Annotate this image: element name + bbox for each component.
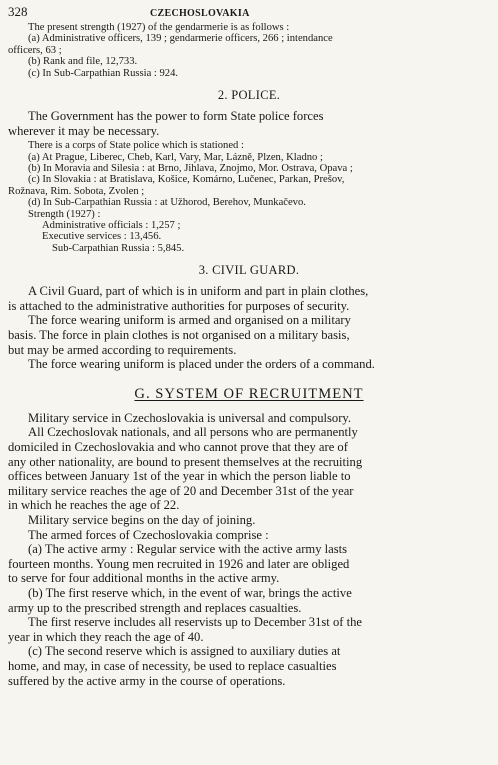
recruitment-line: The first reserve includes all reservists up to December 31st of the — [28, 615, 362, 630]
recruitment-section — [8, 385, 490, 688]
police-paragraph-line: The Government has the power to form State police forces — [28, 109, 324, 124]
gendarmerie-intro: The present strength (1927) of the gendarmerie is as follows : — [28, 22, 290, 33]
recruitment-line: offices between January 1st of the year in which the person liable to — [8, 469, 351, 484]
police-strength-exec: Executive services : 13,456. — [42, 231, 162, 243]
police-station-b: (b) In Moravia and Silesia : at Brno, Jihlava, Znojmo, Mor. Ostrava, Opava ; — [28, 163, 353, 175]
recruitment-line: to serve for four additional months in the active army. — [8, 571, 280, 586]
recruitment-line: home, and may, in case of necessity, be used to replace casualties — [8, 658, 337, 673]
page-header — [8, 4, 490, 22]
recruitment-line: (b) The first reserve which, in the event of war, brings the active — [28, 585, 352, 600]
civil-guard-line: is attached to the administrative authorities for purposes of security. — [8, 298, 350, 313]
gendarmerie-item-a-cont: officers, 63 ; — [8, 44, 62, 56]
police-station-d: (d) In Sub-Carpathian Russia : at Užhorod, Berehov, Munkačevo. — [28, 197, 306, 209]
gendarmerie-item-b: (b) Rank and file, 12,733. — [28, 56, 138, 68]
recruitment-line: All Czechoslovak nationals, and all persons who are permanently — [28, 425, 358, 440]
recruitment-line: fourteen months. Young men recruited in 1926 and later are obliged — [8, 556, 350, 571]
police-section — [8, 88, 490, 254]
recruitment-heading — [8, 385, 490, 403]
recruitment-line: in which he reaches the age of 22. — [8, 498, 180, 513]
recruitment-line: The armed forces of Czechoslovakia comprise : — [28, 527, 269, 542]
recruitment-line: Military service in Czechoslovakia is universal and compulsory. — [28, 410, 352, 425]
running-title: CZECHOSLOVAKIA — [150, 8, 250, 19]
gendarmerie-section — [8, 22, 490, 79]
civil-guard-line: basis. The force in plain clothes is not organised on a military basis, — [8, 328, 350, 343]
page-number: 328 — [8, 4, 28, 19]
civil-guard-section — [8, 263, 490, 372]
police-station-c: (c) In Slovakia : at Bratislava, Košice, Komárno, Lučenec, Parkan, Prešov, — [28, 174, 345, 186]
civil-guard-line: The force wearing uniform is placed under the orders of a command. — [28, 357, 375, 372]
recruitment-heading-text: G. SYSTEM OF RECRUITMENT — [134, 385, 364, 402]
recruitment-line: (a) The active army : Regular service with the active army lasts — [28, 542, 348, 557]
police-heading: 2. POLICE. — [217, 88, 281, 103]
police-stations-intro: There is a corps of State police which is stationed : — [28, 140, 244, 152]
recruitment-line: suffered by the active army in the course of operations. — [8, 673, 286, 688]
recruitment-line: military service reaches the age of 20 and December 31st of the year — [8, 483, 354, 498]
police-paragraph-line: wherever it may be necessary. — [8, 123, 160, 138]
civil-guard-line: but may be armed according to requirements. — [8, 342, 237, 357]
recruitment-line: (c) The second reserve which is assigned to auxiliary duties at — [28, 644, 341, 659]
recruitment-line: year in which they reach the age of 40. — [8, 629, 204, 644]
police-strength-label: Strength (1927) : — [28, 208, 101, 220]
gendarmerie-item-a: (a) Administrative officers, 139 ; gendarmerie officers, 266 ; intendance — [28, 33, 333, 45]
recruitment-line: army up to the prescribed strength and replaces casualties. — [8, 600, 302, 615]
recruitment-line: any other nationality, are bound to present themselves at the recruiting — [8, 454, 363, 469]
civil-guard-line: A Civil Guard, part of which is in uniform and part in plain clothes, — [28, 284, 369, 299]
recruitment-line: domiciled in Czechoslovakia and who cannot prove that they are of — [8, 440, 348, 455]
police-strength-subcarpathian: Sub-Carpathian Russia : 5,845. — [52, 242, 185, 254]
police-station-c-cont: Rožnava, Rim. Sobota, Zvolen ; — [8, 185, 145, 197]
police-station-a: (a) At Prague, Liberec, Cheb, Karl, Vary, Mar, Lázně, Plzen, Kladno ; — [28, 151, 323, 163]
civil-guard-heading: 3. CIVIL GUARD. — [198, 263, 300, 278]
police-strength-admin: Administrative officials : 1,257 ; — [42, 220, 181, 232]
gendarmerie-item-c: (c) In Sub-Carpathian Russia : 924. — [28, 67, 179, 79]
civil-guard-line: The force wearing uniform is armed and organised on a military — [28, 313, 351, 328]
recruitment-line: Military service begins on the day of joining. — [28, 513, 256, 527]
